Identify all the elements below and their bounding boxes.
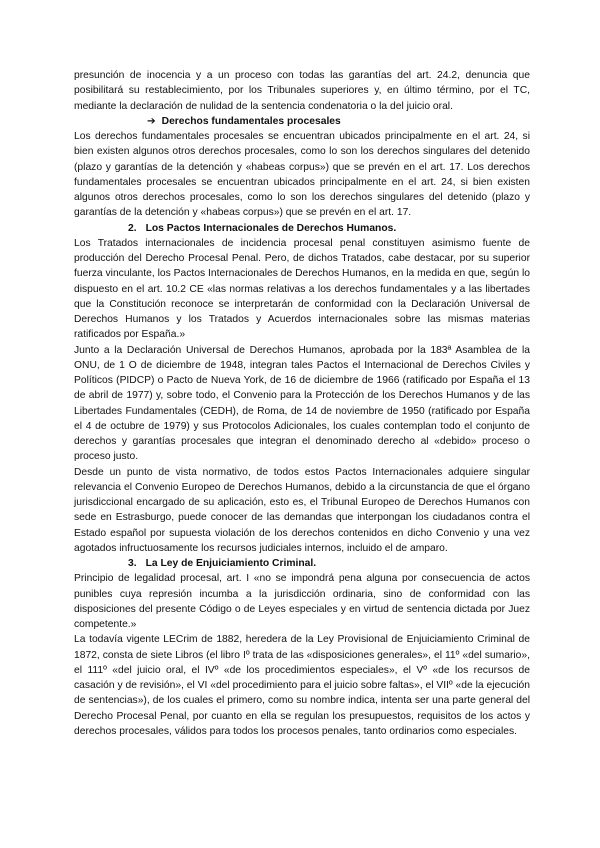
section-number: 3.	[128, 558, 137, 569]
section-number: 2.	[128, 222, 137, 234]
section-heading-pactos	[74, 221, 530, 236]
paragraph-derechos-fundamentales: Los derechos fundamentales procesales se encuentran ubicados principalmente en el art. 24, si bien existen algunos otros derechos procesales, como lo son los derechos singulares del detenido (plazo y garantías de la detención y «habeas corpus») que se prevén en el art. 17. Los derechos fundamentales procesales se encuentran ubicados principalmente en el art. 24, si bien existen algunos otros derechos procesales, como lo son los derechos singulares del detenido (plazo y garantías de la detención y «habeas corpus») que se prevén en el art. 17.	[74, 131, 530, 219]
section-title: Los Pactos Internacionales de Derechos Humanos.	[145, 222, 397, 234]
paragraph-declaracion-universal: Junto a la Declaración Universal de Derechos Humanos, aprobada por la 183ª Asamblea de la ONU, de 1 O de diciembre de 1948, integran tales Pactos el Internacional de Derechos Civiles y Políticos (PIDCP) o Pacto de Nueva York, de 16 de diciembre de 1966 (ratificado por España el 13 de abril de 1977) y, sobre todo, el Convenio para la Protección de los Derechos Humanos y de las Libertades Fundamentales (CEDH), de Roma, de 14 de noviembre de 1950 (ratificado por España el 4 de octubre de 1979) y sus Protocolos Adicionales, los cuales contemplan todo el conjunto de derechos y garantías procesales que integran el denominado derecho al «debido» proceso o proceso justo.	[74, 344, 530, 463]
section-heading-lecrim	[74, 556, 530, 571]
subheading-derechos-fundamentales	[74, 114, 530, 129]
section-title: La Ley de Enjuiciamiento Criminal.	[145, 558, 317, 569]
arrow-icon: ➔	[147, 115, 156, 127]
subheading-text: Derechos fundamentales procesales	[161, 115, 341, 127]
paragraph-lecrim-1882: La todavía vigente LECrim de 1882, heredera de la Ley Provisional de Enjuiciamiento Criminal de 1872, consta de siete Libros (el libro Iº trata de las «disposiciones generales», el 11º «del sumario», el 111º «del juicio oral, el IVº «de los procedimientos especiales», el Vº «de los recursos de casación y de revisión», el VI «del procedimiento para el juicio sobre faltas», el VIIº «de la ejecución de sentencias»), de los cuales el primero, como su nombre indica, intenta ser una parte general del Derecho Procesal Penal, por cuanto en ella se regulan los presupuestos, requisitos de los actos y derechos procesales, válidos para todos los procesos penales, tanto ordinarios como especiales.	[74, 634, 530, 737]
paragraph-presuncion: presunción de inocencia y a un proceso con todas las garantías del art. 24.2, denuncia que posibilitará su restablecimiento, por los Tribunales superiores y, en último término, por el TC, mediante la declaración de nulidad de la sentencia condenatoria o la del juicio oral.	[74, 70, 530, 112]
paragraph-principio-legalidad: Principio de legalidad procesal, art. I «no se impondrá pena alguna por consecuencia de actos punibles cuya represión incumba a la jurisdicción ordinaria, sino de conformidad con las disposiciones del presente Código o de Leyes especiales y en virtud de sentencia dictada por Juez competente.»	[74, 573, 530, 630]
paragraph-convenio-europeo: Desde un punto de vista normativo, de todos estos Pactos Internacionales adquiere singular relevancia el Convenio Europeo de Derechos Humanos, debido a la circunstancia de que el órgano jurisdiccional encargado de su aplicación, esto es, el Tribunal Europeo de Derechos Humanos con sede en Estrasburgo, puede conocer de las demandas que interpongan los ciudadanos contra el Estado español por supuesta violación de los derechos contenidos en dicho Convenio y una vez agotados infructuosamente los recursos judiciales internos, incluido el de amparo.	[74, 466, 530, 554]
paragraph-tratados: Los Tratados internacionales de incidencia procesal penal constituyen asimismo fuente de producción del Derecho Procesal Penal. Pero, de dichos Tratados, cabe destacar, por su superior fuerza vinculante, los Pactos Internacionales de Derechos Humanos, en la medida en que, según lo dispuesto en el art. 10.2 CE «las normas relativas a los derechos fundamentales y a las libertades que la Constitución reconoce se interpretarán de conformidad con la Declaración Universal de Derechos Humanos y los Tratados y Acuerdos internacionales sobre las mismas materias ratificados por España.»	[74, 237, 530, 341]
